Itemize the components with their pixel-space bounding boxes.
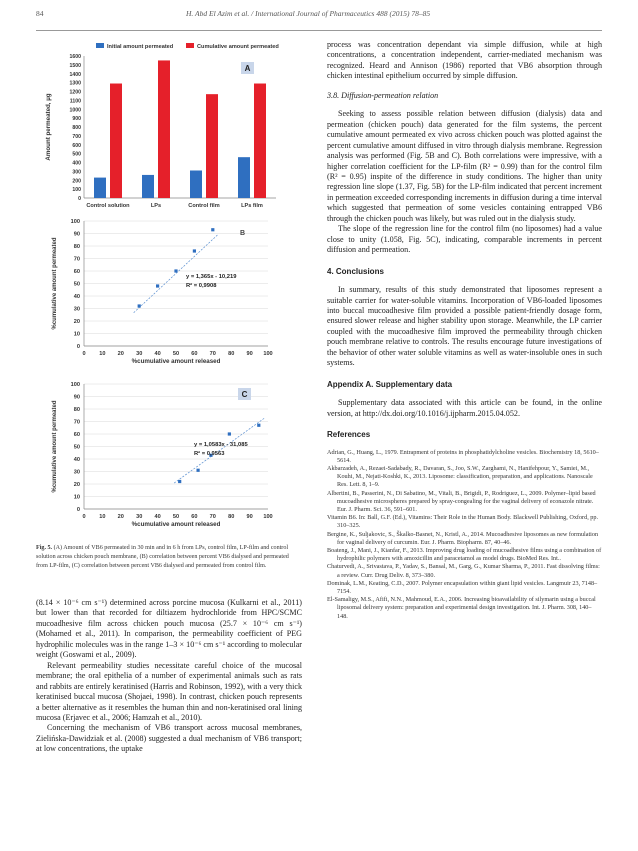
y-tick-label: 1300 (69, 80, 81, 87)
data-point (211, 228, 214, 231)
y-tick-label: 400 (72, 160, 81, 167)
reference-item: Boateng, J., Mani, J., Kianfar, F., 2013. Improving drug loading of mucoadhesive films using a combination of hydrophilic polymers with amoxicillin and paracetamol as model drugs. BioMed Res. Int.. (327, 546, 602, 563)
bar-initial (142, 175, 154, 198)
panel-b-scatter-chart (36, 213, 302, 376)
bar-initial (94, 178, 106, 198)
y-tick-label: 60 (73, 269, 80, 275)
y-axis-title: %cumulative amount permeated (52, 400, 58, 493)
paragraph: (8.14 × 10⁻⁶ cm s⁻¹) determined across porcine mucosa (Kulkarni et al., 2011) but lower than that recorded for diltiazem hydrochloride from HPC/SCMC mucoadhesive film across chicken pouch mucosa (25.7 × 10⁻⁶ cm s⁻¹) (Mohamed et al., 2011). In comparison, the permeability coefficient of PEG hydrophilic molecules was in the range 1–3 × 10⁻⁶ cm s⁻¹ according to molecular weight (Goswami et al., 2009). (36, 598, 302, 660)
panel-letter: C (241, 390, 248, 399)
figure-5 (36, 38, 302, 538)
section-heading: 4. Conclusions (327, 266, 384, 276)
y-tick-label: 20 (73, 319, 80, 325)
x-tick-label: 0 (82, 351, 86, 357)
x-tick-label: 60 (191, 514, 198, 520)
running-header (36, 9, 602, 23)
y-tick-label: 80 (73, 407, 80, 413)
regression-equation: y = 1,0583x - 31,085 (194, 442, 248, 448)
x-tick-label: 40 (154, 351, 161, 357)
y-tick-label: 70 (73, 256, 80, 263)
data-point (196, 469, 199, 472)
paragraph: Seeking to assess possible relation between diffusion (dialysis) data and permeation (chicken pouch) data generated for the film systems, the percent cumulative amount permeated ex vivo across chicken pouch was plotted against the percent cumulative amount diffused in vitro through dialysis membrane. Regression analysis was performed (Fig. 5B and C). Both correlations were impressive, with a higher correlation coefficient for the LP-film (R² = 0.99) than for the control film (R² = 0.95) inspite of the difference in study conditions. The higher than unity regression line slope (1.37, Fig. 5B) for the LP-film indicated that percent increment in permeation exceeded corresponding increments in diffusion during a time interval which suggested that permeation of some vesicles containing entrapped VB6 through the chicken pouch was likely, but was ruled out in the dialysis study. (327, 109, 602, 223)
bar-cumulative (254, 84, 266, 198)
legend-label: Cumulative amount permeated (197, 44, 279, 50)
y-tick-label: 20 (73, 482, 80, 488)
section-heading: References (327, 430, 371, 440)
subsection-heading: 3.8. Diffusion-permeation relation (327, 90, 439, 100)
data-point (193, 249, 196, 252)
bar-cumulative (110, 84, 122, 198)
right-column-text (327, 40, 602, 621)
y-axis-title: %cumulative amount permeated (52, 237, 58, 330)
regression-equation: y = 1,365x - 10,219 (186, 274, 237, 280)
y-tick-label: 40 (73, 457, 80, 463)
y-tick-label: 30 (73, 469, 80, 476)
header-rule (36, 30, 602, 31)
x-category-label: Control film (188, 203, 220, 209)
x-tick-label: 50 (172, 351, 180, 357)
data-point (257, 424, 260, 427)
x-tick-label: 90 (246, 351, 253, 357)
x-axis-title: %cumulative amount released (131, 521, 221, 528)
reference-item: El-Samaligy, M.S., Afifi, N.N., Mahmoud, E.A., 2006. Increasing bioavailability of silymarin using a buccal liposomal delivery system: preparation and experimental design investigation. Int. J. Pharm. 308, 140–148. (327, 596, 596, 620)
y-tick-label: 0 (76, 507, 80, 513)
x-category-label: Control solution (86, 203, 130, 209)
x-category-label: LPs film (241, 203, 263, 209)
y-tick-label: 1500 (69, 62, 81, 69)
x-tick-label: 70 (209, 514, 216, 520)
data-point (174, 269, 177, 272)
reference-item: Dominak, L.M., Keating, C.D., 2007. Polymer encapsulation within giant lipid vesicles. Langmuir 23, 7148–7154. (327, 579, 598, 595)
x-tick-label: 40 (154, 514, 161, 520)
x-tick-label: 50 (172, 514, 180, 520)
y-tick-label: 100 (70, 382, 80, 388)
caption-label: Fig. 5. (36, 545, 53, 551)
y-tick-label: 1100 (69, 98, 81, 105)
y-tick-label: 50 (73, 444, 80, 451)
reference-item: Albertini, B., Passerini, N., Di Sabatino, M., Vitali, B., Brigidi, P., Rodriguez, L., 2009. Polymer–lipid based mucoadhesive microspheres prepared by spray-congealing for the vaginal delivery of econazole nitrate. Eur. J. Pharm. Sci. 36, 591–601. (327, 489, 596, 513)
reference-item: Akbarzadeh, A., Rezaei-Sadabady, R., Davaran, S., Joo, S.W., Zarghami, N., Hanifehpour, Y., Samiei, M., Kouhi, M., Nejati-Koshki, K., 2013. Liposome: classification, preparation, and applications. Nanoscale Res. Lett. 8, 1–9. (327, 464, 593, 489)
page-number: 84 (36, 9, 44, 18)
data-point (138, 304, 141, 307)
data-point (156, 284, 159, 287)
panel-letter: A (244, 64, 251, 73)
data-point (178, 480, 181, 483)
y-tick-label: 700 (72, 133, 81, 140)
legend-swatch (186, 43, 194, 48)
y-tick-label: 1600 (69, 54, 81, 60)
x-tick-label: 30 (136, 351, 143, 357)
x-tick-label: 80 (228, 351, 235, 357)
x-axis-title: %cumulative amount released (131, 358, 221, 365)
y-tick-label: 1000 (69, 107, 81, 114)
y-tick-label: 0 (78, 196, 81, 202)
figure-caption (36, 544, 302, 570)
y-tick-label: 1400 (69, 71, 81, 78)
journal-citation: H. Abd El Azim et al. / International Journal of Pharmaceutics 488 (2015) 78–85 (186, 9, 431, 18)
y-tick-label: 200 (72, 178, 81, 185)
y-tick-label: 60 (73, 432, 80, 438)
y-tick-label: 500 (72, 151, 81, 158)
section-heading: Appendix A. Supplementary data (327, 379, 453, 389)
panel-a-bar-chart (36, 38, 302, 213)
legend-label: Initial amount permeated (107, 44, 174, 50)
y-tick-label: 0 (76, 344, 80, 350)
paragraph: Relevant permeability studies necessitate careful choice of the mucosal membrane; the oral epithelia of a number of experimental animals such as rats and rabbits are entirely keratinised (Harris and Robinson, 1992), with a very thick keratinised buccal mucosa (Shojaei, 1998). In contrast, chicken pouch represents a better alternative as it resembles the human thin and non-keratinised oral lining mucosa (Erjavec et al., 2006; Hamzah et al., 2010). (36, 660, 302, 722)
caption-text: (A) Amount of VB6 permeated in 30 min and in 6 h from LPs, control film, LP-film and control solution across chicken pouch membrane, (B) correlation between percent VB6 dialysed and permeated from LP-film, (C) correlation between percent VB6 dialysed and permeated from control film. (36, 545, 289, 569)
x-tick-label: 20 (117, 351, 124, 357)
paragraph: process was concentration dependant via simple diffusion, while at high concentrations, a concentration independent, carrier-mediated mechanism was recognized. Heard and Annison (1986) reported that VB6 absorption through chicken intestinal epithelium occurred by simple diffusion. (327, 40, 602, 81)
x-tick-label: 70 (209, 351, 216, 357)
y-tick-label: 10 (73, 494, 80, 501)
x-tick-label: 80 (228, 514, 235, 520)
paragraph: Supplementary data associated with this article can be found, in the online version, at http://dx.doi.org/10.1016/j.ijpharm.2015.04.052. (327, 398, 602, 418)
y-tick-label: 90 (73, 394, 80, 401)
y-tick-label: 900 (72, 116, 81, 123)
paragraph: Concerning the mechanism of VB6 transport across mucosal membranes, Zielińska-Dawidziak et al. (2008) suggested a dual mechanism of VB6 transport; at low concentrations, the uptake (36, 723, 302, 754)
y-tick-label: 70 (73, 419, 80, 426)
x-tick-label: 30 (136, 514, 143, 520)
x-tick-label: 100 (263, 514, 273, 520)
y-tick-label: 40 (73, 294, 80, 300)
x-tick-label: 0 (82, 514, 86, 520)
y-tick-label: 80 (73, 244, 80, 250)
y-tick-label: 800 (72, 125, 81, 131)
left-column-text (36, 598, 302, 755)
reference-item: Adrian, G., Huang, L., 1979. Entrapment of proteins in phosphatidylcholine vesicles. Biochemistry 18, 5610–5614. (327, 448, 599, 464)
y-tick-label: 1200 (69, 89, 81, 96)
reference-item: Bergine, K., Suljakovic, S., Škalko-Basnet, N., Kristl, A., 2014. Mucoadhesive liposomes as new formulation for vaginal delivery of curcumin. Eur. J. Pharm. Biopharm. 87, 40–46. (327, 530, 599, 546)
y-tick-label: 50 (73, 281, 80, 288)
y-tick-label: 10 (73, 331, 80, 338)
y-tick-label: 30 (73, 306, 80, 313)
y-axis-title: Amount permeated, µg (45, 93, 52, 161)
y-tick-label: 100 (72, 187, 81, 194)
bar-initial (190, 170, 202, 198)
r-squared-label: R² = 0,9563 (194, 451, 225, 457)
r-squared-label: R² = 0,9908 (186, 283, 217, 289)
paragraph: In summary, results of this study demonstrated that liposomes represent a suitable carrier for water-soluble vitamins. Incorporation of VB6-loaded liposomes into buccal mucoadhesive film provided a possible patient-friendly dosage form, ensured slower release and higher stability upon storage. Meanwhile, the LP carrier coupled with the mucoadhesive film improved the permeability through chicken pouch membrane relative to controls. The results encourage future investigations of the behavior of other water soluble vitamins as well as water-insoluble ones in such systems. (327, 285, 602, 368)
bar-cumulative (158, 60, 170, 198)
x-tick-label: 100 (263, 351, 273, 357)
x-tick-label: 10 (99, 514, 106, 520)
panel-c-scatter-chart (36, 376, 302, 538)
panel-letter: B (240, 230, 246, 237)
x-tick-label: 60 (191, 351, 198, 357)
reference-list (327, 449, 602, 621)
x-tick-label: 20 (117, 514, 124, 520)
bar-initial (238, 157, 250, 198)
y-tick-label: 100 (70, 219, 80, 225)
x-tick-label: 10 (99, 351, 106, 357)
reference-item: Chaturvedi, A., Srivastava, P., Yadav, S., Bansal, M., Garg, G., Kumar Sharma, P., 2011. Fast dissolving films: a review. Curr. Drug Deliv. 8, 373–380. (327, 563, 600, 579)
y-tick-label: 90 (73, 231, 80, 238)
y-tick-label: 300 (72, 169, 81, 176)
bar-cumulative (206, 94, 218, 198)
x-tick-label: 90 (246, 514, 253, 520)
legend-swatch (96, 43, 104, 48)
y-tick-label: 600 (72, 142, 81, 149)
paragraph: The slope of the regression line for the control film (no liposomes) had a value close to unity (1.058, Fig. 5C), indicating, comparable increments in percent diffusion and permeation. (327, 224, 602, 255)
reference-item: Vitamin B6. In: Ball, G.F. (Ed.), Vitamins: Their Role in the Human Body. Blackwell Publishing, Oxford, pp. 310–325. (327, 514, 599, 530)
x-category-label: LPs (150, 203, 162, 209)
data-point (228, 432, 231, 435)
